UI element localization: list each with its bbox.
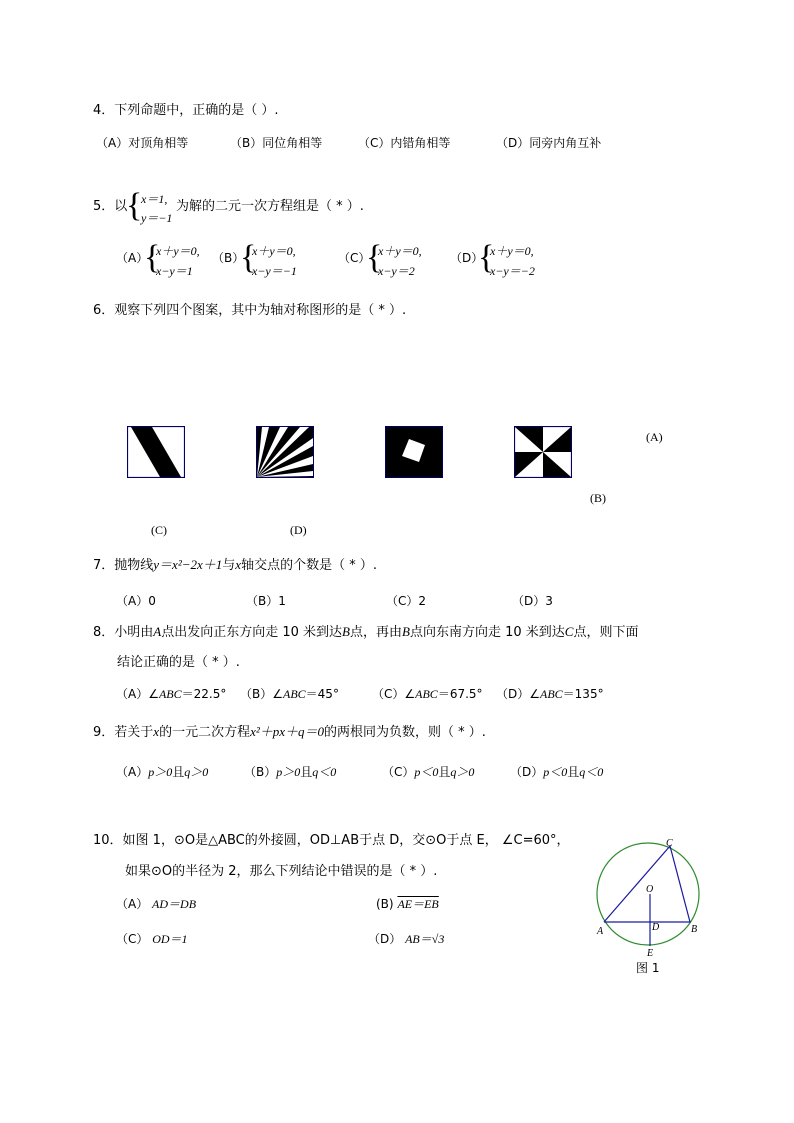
q5-option-d-brace: { <box>478 239 495 276</box>
q8-option-a-value: ＝22.5° <box>181 687 227 701</box>
q9-option-a <box>116 766 208 778</box>
q9-option-d-cond1: p＜0 <box>543 765 568 779</box>
q9-option-c <box>382 766 474 778</box>
q7-mid: 与 <box>222 558 236 573</box>
q5-option-b-label: （B） <box>212 251 245 265</box>
q8-option-a-label: （A）∠ <box>116 687 159 701</box>
q8-option-b <box>240 688 339 700</box>
q8-option-c-label: （C）∠ <box>372 687 416 701</box>
q9-option-b <box>244 766 336 778</box>
q7-parabola-expr: y＝x²−2x＋1 <box>153 557 223 572</box>
figure-1-label-e: E <box>647 948 654 959</box>
q7-axis-var: x <box>235 557 242 572</box>
q9-option-b-cond1: p＞0 <box>276 765 301 779</box>
q10-stem-line2: 如果⊙O的半径为 2，那么下列结论中错误的是（ * ）. <box>125 864 438 879</box>
q8-option-b-label: （B）∠ <box>240 687 283 701</box>
q8-point-b2: B <box>402 624 410 639</box>
q5-stem-tail: 为解的二元一次方程组是（ * ）. <box>176 199 364 214</box>
figure-1-label-o: O <box>646 884 654 895</box>
q4-option-d: （D）同旁内角互补 <box>496 136 602 150</box>
q8-text-4: 点向东南方向走 10 米到达 <box>409 625 565 640</box>
q8-option-b-angle: ABC <box>283 687 306 701</box>
q10-option-a-label: （A） <box>116 897 149 911</box>
q5-option-d-line2: x−y＝−2 <box>490 264 535 278</box>
q10-option-a-expr: AD＝DB <box>152 897 197 911</box>
q8-option-d <box>496 688 604 700</box>
q9-option-a-label: （A） <box>116 765 149 779</box>
q8-option-a <box>116 688 226 700</box>
q5-option-a-label: （A） <box>116 251 149 265</box>
q8-stem-line1 <box>93 625 638 639</box>
q9-text-1: 9．若关于 <box>93 725 154 740</box>
q9-option-d <box>510 766 603 778</box>
q9-option-b-label: （B） <box>244 765 277 779</box>
q5-option-b-line2: x−y＝−1 <box>252 264 297 278</box>
q8-text-3: 点，再由 <box>350 625 403 640</box>
q7-stem <box>93 558 377 572</box>
q8-option-a-angle: ABC <box>158 687 182 701</box>
q8-point-b: B <box>342 624 350 639</box>
q5-option-c-brace: { <box>366 239 383 276</box>
q4-option-c: （C）内错角相等 <box>358 136 451 150</box>
q9-option-c-cond2: q＞0 <box>450 765 475 779</box>
q4-stem: 4．下列命题中，正确的是（ ）. <box>93 103 279 118</box>
q10-option-d <box>368 933 444 945</box>
q9-option-a-cond2: q＞0 <box>184 765 209 779</box>
q5-option-a-line1: x＋y＝0, <box>156 244 200 258</box>
q8-option-c <box>372 688 483 700</box>
figure-1 <box>592 838 712 962</box>
q6-pattern-3 <box>385 426 443 478</box>
q7-option-d: （D）3 <box>512 594 553 608</box>
q9-text-2: 的一元二次方程 <box>159 725 251 740</box>
q5-option-a-line2: x−y＝1 <box>156 264 193 278</box>
q5-option-b-brace: { <box>240 239 257 276</box>
q9-option-d-label: （D） <box>510 765 544 779</box>
q6-label-d: (D) <box>290 523 307 537</box>
q8-option-d-value: ＝135° <box>562 687 604 701</box>
q10-option-a <box>116 898 196 910</box>
q5-option-d-label: （D） <box>450 251 484 265</box>
q9-option-b-cond2: q＜0 <box>312 765 337 779</box>
q7-option-c: （C）2 <box>386 594 427 608</box>
q6-stem: 6．观察下列四个图案，其中为轴对称图形的是（ * ）. <box>93 303 407 318</box>
q8-text-1: 8．小明由 <box>93 625 154 640</box>
q9-option-c-cond1: p＜0 <box>414 765 439 779</box>
figure-1-label-b: B <box>691 924 698 935</box>
q9-option-c-label: （C） <box>382 765 415 779</box>
q9-text-3: 的两根同为负数，则（ * ）. <box>324 725 486 740</box>
q5-option-c-line2: x−y＝2 <box>378 264 415 278</box>
q9-option-a-and: 且 <box>172 765 185 779</box>
q9-var-x: x <box>153 724 160 739</box>
q9-option-c-and: 且 <box>438 765 451 779</box>
q9-option-d-cond2: q＜0 <box>579 765 604 779</box>
q5-brace: { <box>126 187 143 224</box>
figure-1-label-d: D <box>652 922 660 933</box>
q7-option-a: （A）0 <box>116 594 156 608</box>
figure-1-caption: 图 1 <box>636 961 660 975</box>
q10-option-c-label: （C） <box>116 932 149 946</box>
q5-option-c-label: （C） <box>338 251 371 265</box>
q9-option-d-and: 且 <box>567 765 580 779</box>
q8-option-c-value: ＝67.5° <box>437 687 483 701</box>
q10-option-b-label: (B) <box>376 897 394 911</box>
q6-label-c: (C) <box>151 523 167 537</box>
figure-1-label-a: A <box>597 926 604 937</box>
q5-system-line2: y＝−1 <box>141 211 173 225</box>
q8-option-d-angle: ABC <box>540 687 563 701</box>
q5-option-d-line1: x＋y＝0, <box>490 244 534 258</box>
q6-label-b: (B) <box>590 491 606 505</box>
q8-option-b-value: ＝45° <box>305 687 339 701</box>
q8-point-a: A <box>153 624 162 639</box>
q5-option-a-brace: { <box>144 239 161 276</box>
q10-option-c <box>116 933 188 945</box>
q8-text-5: 点，则下面 <box>573 625 639 640</box>
q10-stem-line1: 10．如图 1，⊙O是△ABC的外接圆，OD⊥AB于点 D，交⊙O于点 E， ∠C=60°， <box>93 833 570 848</box>
q9-option-b-and: 且 <box>300 765 313 779</box>
q8-option-c-angle: ABC <box>415 687 438 701</box>
q10-option-b <box>376 898 439 910</box>
q8-text-2: 点出发向正东方向走 10 米到达 <box>161 625 343 640</box>
q7-tail: 轴交点的个数是（ * ）. <box>241 558 377 573</box>
q6-label-a: (A) <box>646 430 663 444</box>
q9-option-a-cond1: p＞0 <box>148 765 173 779</box>
q5-system-line1: x＝1, <box>141 192 168 206</box>
q5-option-c-line1: x＋y＝0, <box>378 244 422 258</box>
q5-option-b-line1: x＋y＝0, <box>252 244 296 258</box>
q10-option-c-expr: OD＝1 <box>152 932 188 946</box>
q6-pattern-4 <box>514 426 572 478</box>
q9-stem <box>93 725 486 739</box>
q10-option-d-label: （D） <box>368 932 402 946</box>
q9-equation: x²＋px＋q＝0 <box>250 724 325 739</box>
q8-option-d-label: （D）∠ <box>496 687 540 701</box>
q7-number: 7．抛物线 <box>93 558 154 573</box>
q10-option-b-expr: AE＝EB <box>397 897 439 911</box>
q8-stem-line2: 结论正确的是（ * ）. <box>117 655 240 670</box>
q7-option-b: （B）1 <box>246 594 286 608</box>
q8-point-c: C <box>564 624 574 639</box>
q4-option-b: （B）同位角相等 <box>230 136 323 150</box>
q10-option-d-expr: AB＝√3 <box>405 932 445 946</box>
q5-number: 5．以 <box>93 199 128 214</box>
q6-pattern-2 <box>256 426 314 478</box>
q4-option-a: （A）对顶角相等 <box>96 136 189 150</box>
q6-pattern-1 <box>127 426 185 478</box>
figure-1-label-c: C <box>666 838 673 849</box>
